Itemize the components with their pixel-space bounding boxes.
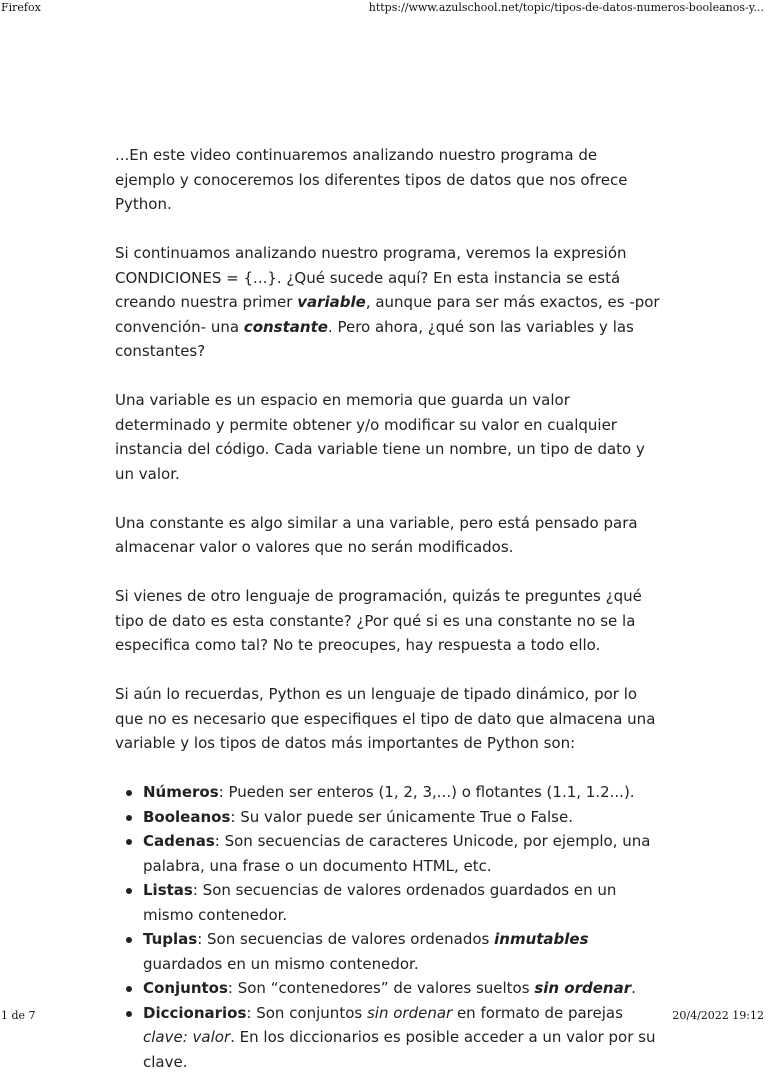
list-item-booleanos	[143, 805, 660, 830]
list-item-cadenas	[143, 829, 660, 878]
paragraph-variables-intro	[115, 241, 660, 364]
emphasis-clave-valor: clave: valor	[143, 1028, 230, 1046]
list-item-numeros	[143, 780, 660, 805]
text: : Su valor puede ser únicamente True o False.	[230, 808, 573, 826]
emphasis-inmutables: inmutables	[494, 930, 588, 948]
print-header-browser: Firefox	[1, 1, 41, 15]
term-conjuntos: Conjuntos	[143, 979, 228, 997]
paragraph-dynamic-typing: Si aún lo recuerdas, Python es un lenguaje de tipado dinámico, por lo que no es necesario que especifiques el tipo de dato que almacena una variable y los tipos de datos más importantes de Python son:	[115, 682, 660, 756]
emphasis-variable: variable	[297, 293, 366, 311]
text: , aunque para ser más exactos, es -por convención- una	[115, 293, 660, 336]
text: : Son secuencias de valores ordenados guardados en un mismo contenedor.	[143, 881, 616, 924]
list-item-conjuntos	[143, 976, 660, 1001]
term-tuplas: Tuplas	[143, 930, 197, 948]
text: . En los diccionarios es posible acceder a un valor por su clave.	[143, 1028, 656, 1071]
paragraph-other-languages: Si vienes de otro lenguaje de programación, quizás te preguntes ¿qué tipo de dato es esta constante? ¿Por qué si es una constante no se la especifica como tal? No te preocupes, hay respuesta a todo ello.	[115, 584, 660, 658]
paragraph-intro: ...En este video continuaremos analizando nuestro programa de ejemplo y conoceremos los diferentes tipos de datos que nos ofrece Python.	[115, 143, 660, 217]
article-body	[115, 143, 660, 1074]
term-listas: Listas	[143, 881, 193, 899]
text: . Pero ahora, ¿qué son las variables y las constantes?	[115, 318, 634, 361]
emphasis-sin-ordenar: sin ordenar	[367, 1004, 452, 1022]
text: : Pueden ser enteros (1, 2, 3,...) o flotantes (1.1, 1.2...).	[219, 783, 635, 801]
data-types-list	[115, 780, 660, 1074]
term-booleanos: Booleanos	[143, 808, 230, 826]
text: en formato de parejas	[452, 1004, 623, 1022]
print-footer-page: 1 de 7	[1, 1009, 36, 1023]
print-footer-datetime: 20/4/2022 19:12	[672, 1009, 764, 1023]
text: Si continuamos analizando nuestro programa, veremos la expresión CONDICIONES = {...}. ¿Qué sucede aquí? En esta instancia se está creando nuestra primer	[115, 244, 627, 311]
list-item-tuplas	[143, 927, 660, 976]
term-cadenas: Cadenas	[143, 832, 215, 850]
list-item-diccionarios	[143, 1001, 660, 1074]
term-numeros: Números	[143, 783, 219, 801]
paragraph-constant-definition: Una constante es algo similar a una variable, pero está pensado para almacenar valor o valores que no serán modificados.	[115, 511, 660, 560]
text: guardados en un mismo contenedor.	[143, 955, 419, 973]
term-diccionarios: Diccionarios	[143, 1004, 246, 1022]
text: : Son secuencias de valores ordenados	[197, 930, 494, 948]
emphasis-constante: constante	[244, 318, 328, 336]
text: : Son “contenedores” de valores sueltos	[228, 979, 534, 997]
text: : Son secuencias de caracteres Unicode, por ejemplo, una palabra, una frase o un documento HTML, etc.	[143, 832, 650, 875]
paragraph-variable-definition: Una variable es un espacio en memoria que guarda un valor determinado y permite obtener y/o modificar su valor en cualquier instancia del código. Cada variable tiene un nombre, un tipo de dato y un valor.	[115, 388, 660, 486]
text: .	[631, 979, 636, 997]
emphasis-sin-ordenar: sin ordenar	[534, 979, 631, 997]
list-item-listas	[143, 878, 660, 927]
print-header-url: https://www.azulschool.net/topic/tipos-de-datos-numeros-booleanos-y...	[369, 1, 764, 15]
text: : Son conjuntos	[246, 1004, 367, 1022]
